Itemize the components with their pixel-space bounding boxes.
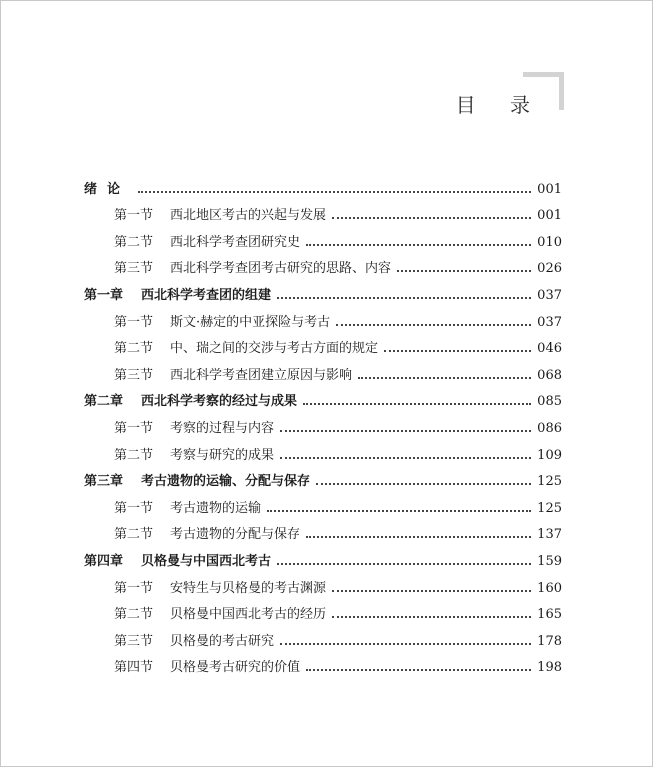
toc-section-row <box>84 356 562 383</box>
toc-page-number: 165 <box>537 607 562 623</box>
toc-entry-title: 考察与研究的成果 <box>170 447 275 463</box>
toc-entry-label: 第二节 <box>114 447 154 463</box>
dot-leader <box>316 483 531 485</box>
toc-page-number: 026 <box>537 261 562 277</box>
toc-section-row <box>84 409 562 436</box>
toc-chapter-row <box>84 463 562 490</box>
toc-section-row <box>84 436 562 463</box>
toc-page-number: 159 <box>537 553 562 569</box>
toc-section-row <box>84 516 562 543</box>
dot-leader <box>358 377 531 379</box>
toc-section-row <box>84 649 562 676</box>
toc-section-row <box>84 622 562 649</box>
toc-entry-label: 第一节 <box>114 420 154 436</box>
toc-section-row <box>84 489 562 516</box>
toc-entry-label: 第一节 <box>114 500 154 516</box>
dot-leader <box>332 217 531 219</box>
toc-entry-label: 第四节 <box>114 660 154 676</box>
toc-page-number: 086 <box>537 420 562 436</box>
toc-entry-label: 第一节 <box>114 208 154 224</box>
toc-page-number: 198 <box>537 660 562 676</box>
toc-entry-label: 第二章 <box>84 394 124 410</box>
toc-section-row <box>84 197 562 224</box>
toc-entry-label: 第一节 <box>114 580 154 596</box>
dot-leader <box>138 191 531 193</box>
dot-leader <box>332 590 531 592</box>
toc-page-number: 037 <box>537 287 562 303</box>
toc-entry-title: 考古遗物的运输 <box>170 500 262 516</box>
toc-entry-title: 西北科学考查团建立原因与影响 <box>170 367 353 383</box>
toc-entry-title: 西北科学考查团的组建 <box>141 287 272 303</box>
dot-leader <box>280 457 531 459</box>
toc-entry-label: 第一节 <box>114 314 154 330</box>
toc-chapter-row <box>84 542 562 569</box>
toc-entry-title: 西北科学考查团研究史 <box>170 234 301 250</box>
toc-entry-label: 绪论 <box>84 181 131 197</box>
toc-entry-title: 贝格曼与中国西北考古 <box>141 553 272 569</box>
toc-page-number: 125 <box>537 474 562 490</box>
dot-leader <box>306 669 531 671</box>
toc-section-row <box>84 569 562 596</box>
toc-page-number: 001 <box>537 208 562 224</box>
dot-leader <box>280 643 531 645</box>
toc-entry-title: 贝格曼考古研究的价值 <box>170 660 301 676</box>
dot-leader <box>303 403 531 405</box>
dot-leader <box>277 563 531 565</box>
toc-entry-label: 第一章 <box>84 287 124 303</box>
dot-leader <box>306 536 531 538</box>
toc-section-row <box>84 250 562 277</box>
toc-entry-label: 第三节 <box>114 261 154 277</box>
toc-entry-title: 安特生与贝格曼的考古渊源 <box>170 580 327 596</box>
toc-entry-title: 西北科学考查团考古研究的思路、内容 <box>170 261 392 277</box>
toc-page-number: 109 <box>537 447 562 463</box>
toc-section-row <box>84 303 562 330</box>
toc-section-row <box>84 330 562 357</box>
toc-page-number: 068 <box>537 367 562 383</box>
dot-leader <box>277 297 531 299</box>
toc-section-row <box>84 596 562 623</box>
dot-leader <box>384 350 531 352</box>
dot-leader <box>397 270 531 272</box>
table-of-contents <box>84 170 562 675</box>
toc-entry-title: 贝格曼中国西北考古的经历 <box>170 607 327 623</box>
toc-chapter-row <box>84 383 562 410</box>
toc-entry-title: 斯文·赫定的中亚探险与考古 <box>170 314 331 330</box>
toc-entry-title: 考察的过程与内容 <box>170 420 275 436</box>
toc-entry-title: 西北地区考古的兴起与发展 <box>170 208 327 224</box>
toc-page-number: 037 <box>537 314 562 330</box>
toc-page-number: 046 <box>537 341 562 357</box>
toc-page-number: 137 <box>537 527 562 543</box>
toc-page-number: 160 <box>537 580 562 596</box>
toc-entry-title: 西北科学考察的经过与成果 <box>141 394 298 410</box>
toc-entry-title: 贝格曼的考古研究 <box>170 633 275 649</box>
toc-section-row <box>84 223 562 250</box>
toc-entry-label: 第二节 <box>114 341 154 357</box>
toc-entry-label: 第三节 <box>114 633 154 649</box>
toc-page-number: 001 <box>537 181 562 197</box>
dot-leader <box>280 430 531 432</box>
page-title: 目 录 <box>455 93 544 117</box>
dot-leader <box>306 244 531 246</box>
dot-leader <box>332 616 531 618</box>
toc-entry-label: 第四章 <box>84 553 124 569</box>
toc-entry-title: 考古遗物的分配与保存 <box>170 527 301 543</box>
toc-page-number: 178 <box>537 633 562 649</box>
toc-entry-label: 第二节 <box>114 527 154 543</box>
toc-page-number: 010 <box>537 234 562 250</box>
dot-leader <box>336 324 531 326</box>
toc-page-number: 125 <box>537 500 562 516</box>
toc-entry-title: 中、瑞之间的交涉与考古方面的规定 <box>170 341 379 357</box>
toc-entry-label: 第二节 <box>114 607 154 623</box>
toc-entry-label: 第三节 <box>114 367 154 383</box>
toc-entry-label: 第三章 <box>84 474 124 490</box>
toc-chapter-row <box>84 170 562 197</box>
toc-chapter-row <box>84 276 562 303</box>
toc-entry-label: 第二节 <box>114 234 154 250</box>
toc-page-number: 085 <box>537 394 562 410</box>
toc-entry-title: 考古遗物的运输、分配与保存 <box>141 474 311 490</box>
dot-leader <box>267 510 531 512</box>
